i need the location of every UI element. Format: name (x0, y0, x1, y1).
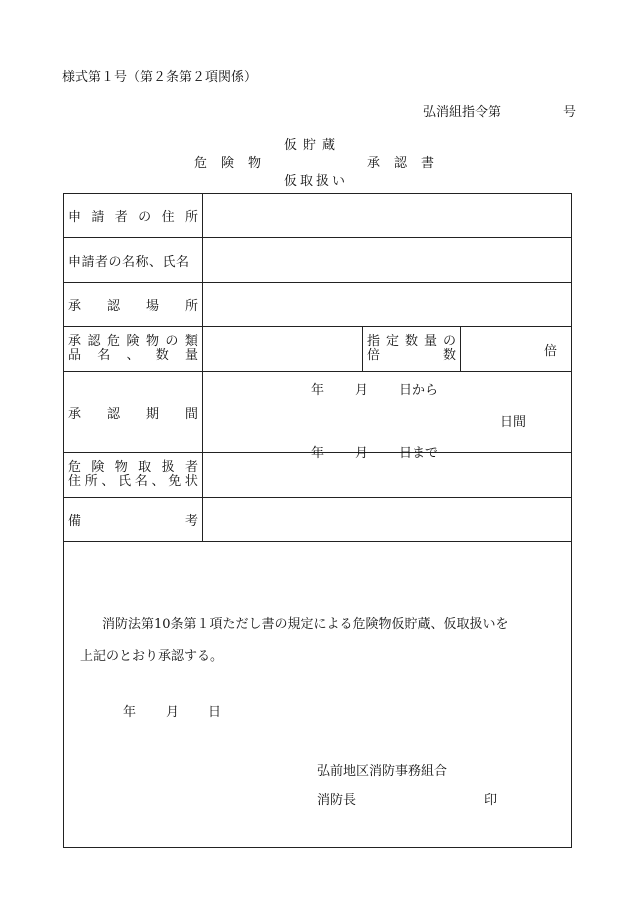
period-from-month: 月 (355, 383, 369, 398)
type-label-2: 品 名 、 数 量 (68, 348, 198, 363)
remarks-label-cell (64, 498, 203, 542)
title-approval: 承認書 (367, 156, 449, 171)
title-hazmat: 危険物 (194, 156, 276, 171)
chief-title: 消防長 (317, 793, 357, 808)
place-label-cell (64, 283, 203, 327)
qty-label-2: 倍 数 (367, 348, 456, 363)
remarks-value[interactable] (203, 498, 572, 542)
name-label-cell (64, 238, 203, 283)
date-year: 年 (123, 705, 137, 720)
remarks-label: 備 考 (68, 514, 198, 529)
approval-form-table (63, 193, 572, 848)
reference-number (423, 101, 576, 120)
title-main (194, 152, 448, 171)
qty-value[interactable] (461, 327, 572, 372)
row-period (64, 372, 572, 453)
row-name (64, 238, 572, 283)
handler-label-cell (64, 453, 203, 498)
period-label-cell (64, 372, 203, 453)
statement-line-2: 上記のとおり承認する。 (80, 649, 224, 664)
place-value[interactable] (203, 283, 572, 327)
approval-statement-cell (64, 542, 572, 848)
title-storage: 仮貯蔵 (284, 138, 342, 153)
qty-unit: 倍 (544, 343, 558, 359)
period-label: 承 認 期 間 (68, 406, 198, 422)
period-value[interactable] (203, 372, 572, 461)
reference-prefix: 弘消組指令第 (423, 105, 502, 120)
seal-mark: 印 (484, 793, 498, 808)
row-approval-statement (64, 542, 572, 848)
period-from: 日から (399, 383, 439, 398)
row-type-quantity (64, 327, 572, 372)
qty-label-1: 指 定 数 量 の (367, 334, 456, 349)
date-day: 日 (208, 705, 222, 720)
period-days: 日間 (500, 415, 527, 430)
period-from-year: 年 (311, 383, 325, 398)
address-label: 申 請 者 の 住 所 (68, 210, 198, 225)
address-label-cell (64, 194, 203, 238)
handler-label-2: 住 所 、 氏 名 、 免 状 (68, 474, 198, 489)
date-month: 月 (166, 705, 180, 720)
type-label-cell (64, 327, 203, 372)
type-label-1: 承 認 危 険 物 の 類 (68, 334, 198, 349)
reference-suffix: 号 (563, 105, 577, 120)
period-until: 日まで (399, 446, 439, 461)
row-remarks (64, 498, 572, 542)
statement-line-1: 消防法第10条第１項ただし書の規定による危険物仮貯蔵、仮取扱いを (102, 617, 509, 632)
handler-value[interactable] (203, 453, 572, 498)
name-value[interactable] (203, 238, 572, 283)
form-number: 様式第１号（第２条第２項関係） (62, 70, 258, 85)
handler-label-1: 危 険 物 取 扱 者 (68, 460, 198, 475)
address-value[interactable] (203, 194, 572, 238)
issuer-name: 弘前地区消防事務組合 (317, 764, 448, 779)
name-label: 申請者の名称、氏名 (68, 254, 190, 270)
row-address (64, 194, 572, 238)
qty-label-cell (363, 327, 461, 372)
type-value[interactable] (203, 327, 363, 372)
row-place (64, 283, 572, 327)
period-to-year: 年 (311, 446, 325, 461)
place-label: 承 認 場 所 (68, 299, 198, 314)
period-to-month: 月 (355, 446, 369, 461)
title-handling: 仮取扱い (284, 174, 349, 189)
